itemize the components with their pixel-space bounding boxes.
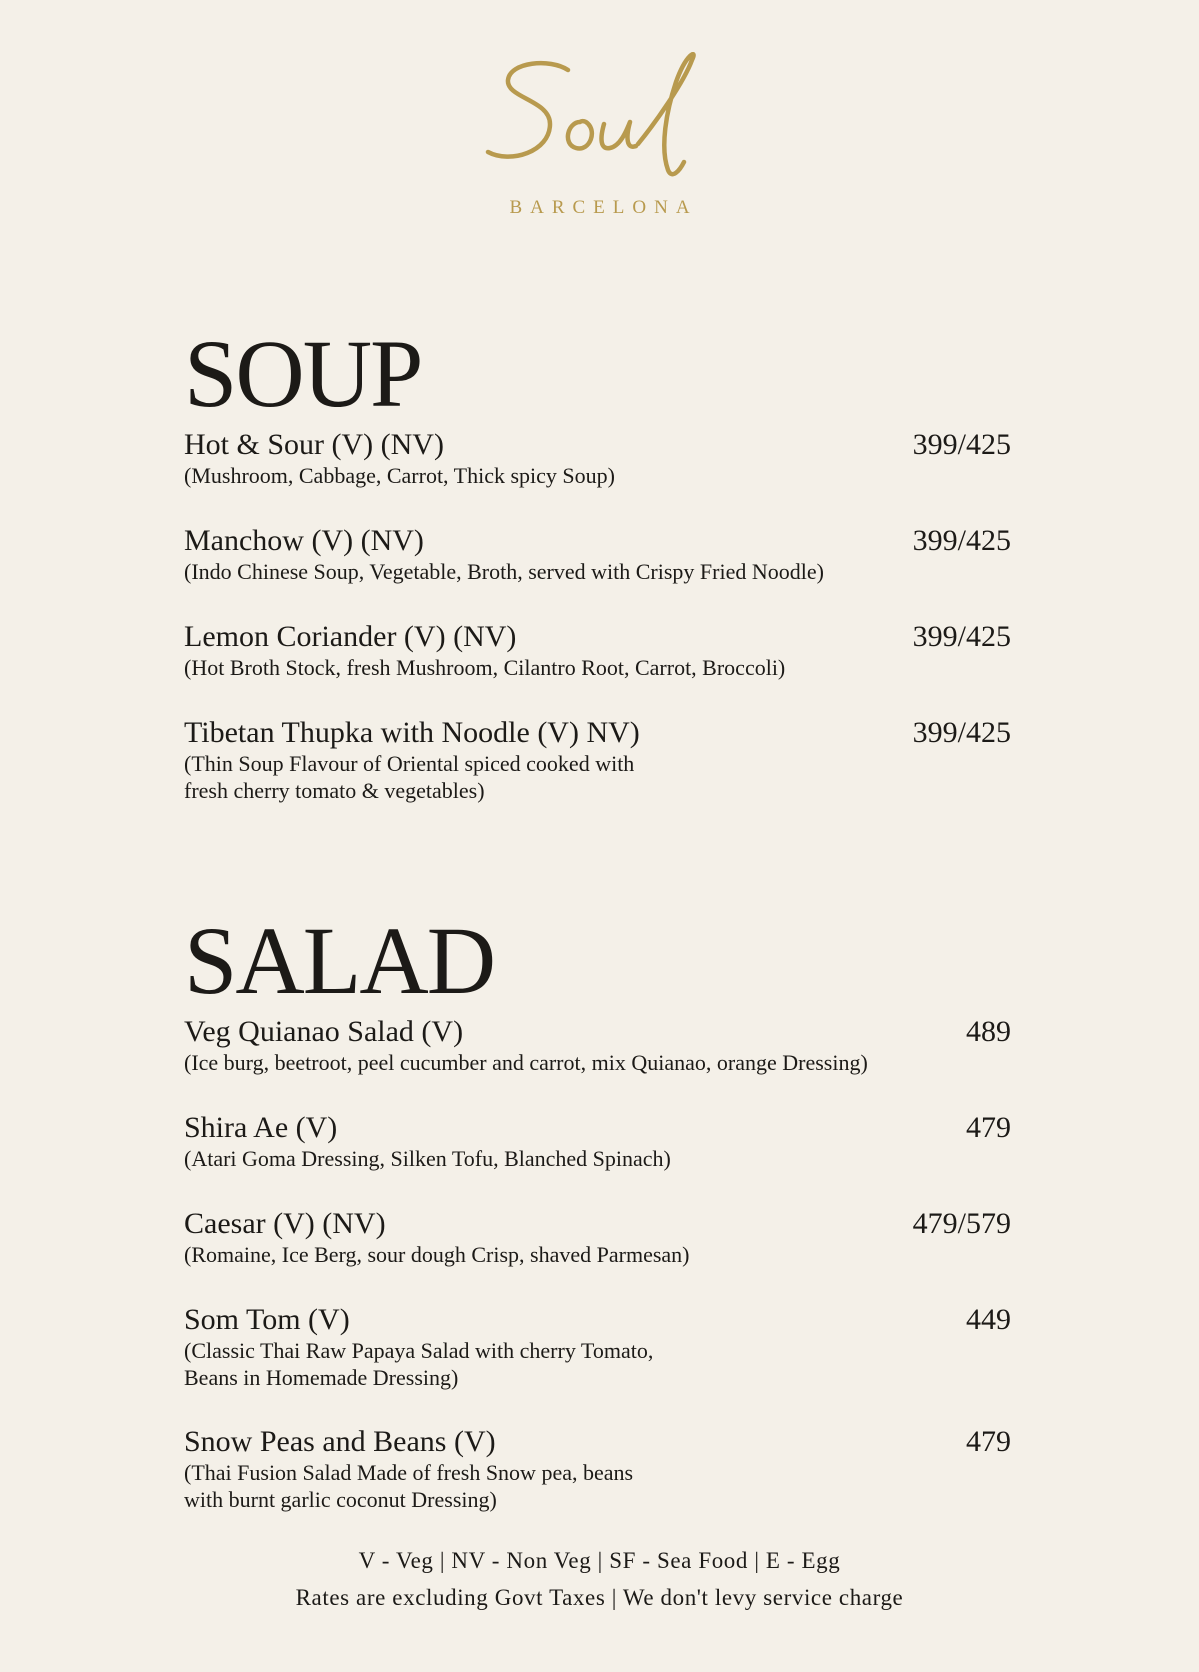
item-description-line: (Classic Thai Raw Papaya Salad with cherry Tomato, [184, 1338, 654, 1363]
item-description [184, 654, 1011, 681]
item-description-line: (Hot Broth Stock, fresh Mushroom, Cilantro Root, Carrot, Broccoli) [184, 655, 786, 680]
item-description-line: (Thai Fusion Salad Made of fresh Snow pea, beans [184, 1460, 634, 1485]
menu-item [184, 1425, 1011, 1513]
menu-item [184, 620, 1011, 681]
item-price: 449 [966, 1303, 1011, 1336]
item-price: 399/425 [912, 620, 1011, 653]
brand-subtitle: BARCELONA [509, 197, 698, 218]
item-description-line: Beans in Homemade Dressing) [184, 1365, 459, 1390]
item-price: 479 [966, 1111, 1011, 1144]
item-description [184, 558, 1011, 585]
brand-logo [0, 52, 1199, 219]
soup-title: SOUP [184, 320, 422, 427]
item-price: 399/425 [912, 428, 1011, 461]
menu-item [184, 716, 1011, 804]
item-price: 479/579 [912, 1207, 1011, 1240]
item-price: 479 [966, 1425, 1011, 1458]
item-price: 399/425 [912, 716, 1011, 749]
item-name: Shira Ae (V) [184, 1111, 338, 1144]
menu-item [184, 524, 1011, 585]
soul-script-logo [480, 52, 720, 187]
item-name: Lemon Coriander (V) (NV) [184, 620, 517, 653]
item-description-line: (Indo Chinese Soup, Vegetable, Broth, served with Crispy Fried Noodle) [184, 559, 824, 584]
soup-section [184, 320, 1011, 806]
item-description [184, 1241, 1011, 1268]
item-description-line: (Ice burg, beetroot, peel cucumber and carrot, mix Quianao, orange Dressing) [184, 1050, 868, 1075]
menu-item [184, 1207, 1011, 1268]
item-name: Caesar (V) (NV) [184, 1207, 386, 1240]
item-price: 489 [966, 1015, 1011, 1048]
item-description [184, 1337, 1011, 1391]
salad-section [184, 907, 1011, 1533]
menu-item [184, 428, 1011, 489]
item-description [184, 750, 1011, 804]
salad-title: SALAD [184, 907, 495, 1014]
menu-item [184, 1303, 1011, 1391]
menu-item [184, 1015, 1011, 1076]
menu-item [184, 1111, 1011, 1172]
footer-note: Rates are excluding Govt Taxes | We don't levy service charge [295, 1585, 904, 1610]
item-name: Tibetan Thupka with Noodle (V) NV) [184, 716, 640, 749]
item-description-line: with burnt garlic coconut Dressing) [184, 1487, 497, 1512]
item-name: Som Tom (V) [184, 1303, 350, 1336]
item-description-line: (Thin Soup Flavour of Oriental spiced cooked with [184, 751, 635, 776]
item-description [184, 1145, 1011, 1172]
item-description-line: (Mushroom, Cabbage, Carrot, Thick spicy Soup) [184, 463, 615, 488]
item-description-line: fresh cherry tomato & vegetables) [184, 778, 485, 803]
item-price: 399/425 [912, 524, 1011, 557]
item-name: Veg Quianao Salad (V) [184, 1015, 464, 1048]
item-description [184, 462, 1011, 489]
item-description-line: (Romaine, Ice Berg, sour dough Crisp, shaved Parmesan) [184, 1242, 690, 1267]
item-name: Snow Peas and Beans (V) [184, 1425, 496, 1458]
item-name: Manchow (V) (NV) [184, 524, 424, 557]
item-name: Hot & Sour (V) (NV) [184, 428, 444, 461]
footer-legend: V - Veg | NV - Non Veg | SF - Sea Food | E - Egg [358, 1548, 841, 1573]
item-description-line: (Atari Goma Dressing, Silken Tofu, Blanched Spinach) [184, 1146, 671, 1171]
item-description [184, 1049, 1011, 1076]
item-description [184, 1459, 1011, 1513]
